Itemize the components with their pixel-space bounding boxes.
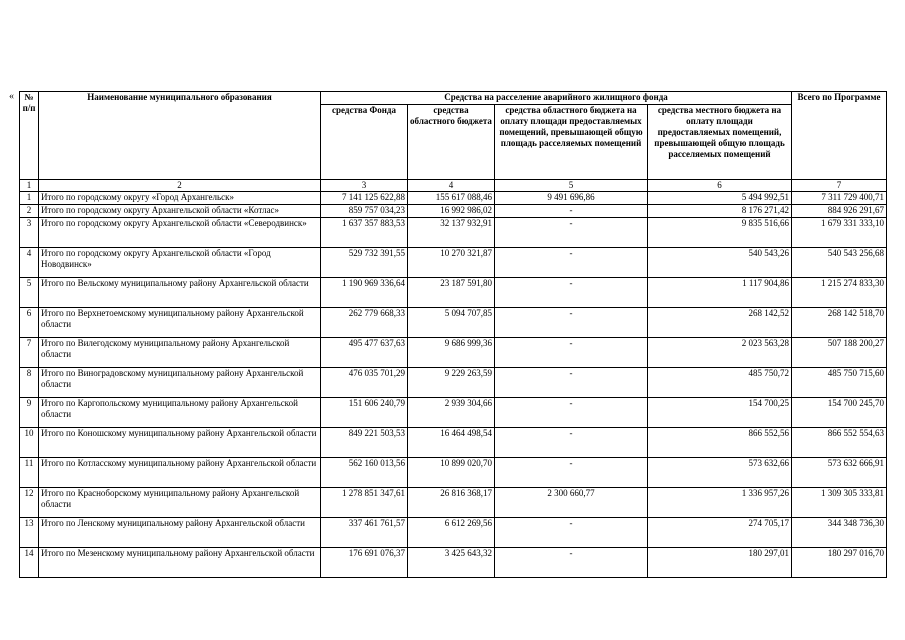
- regional-extra-amount: -: [495, 518, 648, 548]
- row-number: 14: [20, 548, 39, 578]
- table-header-row: [20, 92, 887, 105]
- table-row: [20, 548, 887, 578]
- program-total-amount: 1 679 331 333,10: [792, 218, 887, 248]
- local-budget-amount: 8 176 271,42: [648, 205, 792, 218]
- local-budget-amount: 274 705,17: [648, 518, 792, 548]
- row-number: 11: [20, 458, 39, 488]
- header-regional-budget-extra-area: средства областного бюджета на оплату площади предоставляемых помещений, превышающей общую площадь расселяемых помещений: [495, 105, 648, 180]
- regional-budget-amount: 9 686 999,36: [408, 338, 495, 368]
- row-number: 12: [20, 488, 39, 518]
- fund-amount: 1 637 357 883,53: [321, 218, 408, 248]
- regional-budget-amount: 155 617 088,46: [408, 192, 495, 205]
- fund-amount: 849 221 503,53: [321, 428, 408, 458]
- regional-budget-amount: 10 270 321,87: [408, 248, 495, 278]
- table-row: [20, 218, 887, 248]
- program-total-amount: 507 188 200,27: [792, 338, 887, 368]
- regional-extra-amount: -: [495, 218, 648, 248]
- column-number: 2: [39, 180, 321, 192]
- municipality-name: Итого по городскому округу Архангельской области «Котлас»: [39, 205, 321, 218]
- local-budget-amount: 180 297,01: [648, 548, 792, 578]
- local-budget-amount: 268 142,52: [648, 308, 792, 338]
- local-budget-amount: 5 494 992,51: [648, 192, 792, 205]
- local-budget-amount: 1 336 957,26: [648, 488, 792, 518]
- row-number: 2: [20, 205, 39, 218]
- column-number: 7: [792, 180, 887, 192]
- column-number: 1: [20, 180, 39, 192]
- row-number: 8: [20, 368, 39, 398]
- local-budget-amount: 1 117 904,86: [648, 278, 792, 308]
- municipality-name: Итого по городскому округу «Город Архангельск»: [39, 192, 321, 205]
- header-fund: средства Фонда: [321, 105, 408, 180]
- fund-amount: 529 732 391,55: [321, 248, 408, 278]
- program-total-amount: 7 311 729 400,71: [792, 192, 887, 205]
- program-total-amount: 485 750 715,60: [792, 368, 887, 398]
- table-row: [20, 428, 887, 458]
- table-row: [20, 488, 887, 518]
- municipality-name: Итого по Вельскому муниципальному району Архангельской области: [39, 278, 321, 308]
- row-number: 10: [20, 428, 39, 458]
- table-row: [20, 308, 887, 338]
- program-funding-table: [19, 91, 887, 578]
- regional-budget-amount: 6 612 269,56: [408, 518, 495, 548]
- header-funds-group: Средства на расселение аварийного жилищного фонда: [321, 92, 792, 105]
- program-total-amount: 344 348 736,30: [792, 518, 887, 548]
- regional-extra-amount: -: [495, 248, 648, 278]
- fund-amount: 562 160 013,56: [321, 458, 408, 488]
- table-body: [20, 180, 887, 578]
- regional-extra-amount: -: [495, 398, 648, 428]
- regional-budget-amount: 16 992 986,02: [408, 205, 495, 218]
- fund-amount: 151 606 240,79: [321, 398, 408, 428]
- header-municipality-name: Наименование муниципального образования: [39, 92, 321, 180]
- program-total-amount: 180 297 016,70: [792, 548, 887, 578]
- program-total-amount: 540 543 256,68: [792, 248, 887, 278]
- regional-budget-amount: 32 137 932,91: [408, 218, 495, 248]
- municipality-name: Итого по Красноборскому муниципальному району Архангельской области: [39, 488, 321, 518]
- regional-budget-amount: 3 425 643,32: [408, 548, 495, 578]
- regional-extra-amount: -: [495, 308, 648, 338]
- local-budget-amount: 866 552,56: [648, 428, 792, 458]
- regional-budget-amount: 16 464 498,54: [408, 428, 495, 458]
- row-number: 3: [20, 218, 39, 248]
- regional-extra-amount: -: [495, 428, 648, 458]
- program-total-amount: 884 926 291,67: [792, 205, 887, 218]
- local-budget-amount: 485 750,72: [648, 368, 792, 398]
- program-total-amount: 154 700 245,70: [792, 398, 887, 428]
- municipality-name: Итого по Ленскому муниципальному району Архангельской области: [39, 518, 321, 548]
- column-number: 5: [495, 180, 648, 192]
- fund-amount: 262 779 668,33: [321, 308, 408, 338]
- municipality-name: Итого по городскому округу Архангельской области «Северодвинск»: [39, 218, 321, 248]
- table-row: [20, 338, 887, 368]
- local-budget-amount: 9 835 516,66: [648, 218, 792, 248]
- municipality-name: Итого по Мезенскому муниципальному району Архангельской области: [39, 548, 321, 578]
- row-number: 5: [20, 278, 39, 308]
- column-number-row: [20, 180, 887, 192]
- fund-amount: 495 477 637,63: [321, 338, 408, 368]
- row-number: 9: [20, 398, 39, 428]
- table-row: [20, 398, 887, 428]
- municipality-name: Итого по Верхнетоемскому муниципальному району Архангельской области: [39, 308, 321, 338]
- regional-extra-amount: -: [495, 458, 648, 488]
- regional-budget-amount: 2 939 304,66: [408, 398, 495, 428]
- local-budget-amount: 154 700,25: [648, 398, 792, 428]
- municipality-name: Итого по Виноградовскому муниципальному району Архангельской области: [39, 368, 321, 398]
- program-total-amount: 573 632 666,91: [792, 458, 887, 488]
- table-row: [20, 458, 887, 488]
- local-budget-amount: 2 023 563,28: [648, 338, 792, 368]
- regional-extra-amount: -: [495, 548, 648, 578]
- program-total-amount: 1 215 274 833,30: [792, 278, 887, 308]
- local-budget-amount: 540 543,26: [648, 248, 792, 278]
- table-row: [20, 205, 887, 218]
- municipality-name: Итого по Вилегодскому муниципальному району Архангельской области: [39, 338, 321, 368]
- regional-extra-amount: -: [495, 338, 648, 368]
- table-row: [20, 248, 887, 278]
- row-number: 7: [20, 338, 39, 368]
- header-program-total: Всего по Программе: [792, 92, 887, 180]
- fund-amount: 1 190 969 336,64: [321, 278, 408, 308]
- local-budget-amount: 573 632,66: [648, 458, 792, 488]
- program-total-amount: 268 142 518,70: [792, 308, 887, 338]
- row-number: 13: [20, 518, 39, 548]
- municipality-name: Итого по Каргопольскому муниципальному району Архангельской области: [39, 398, 321, 428]
- fund-amount: 859 757 034,23: [321, 205, 408, 218]
- program-total-amount: 866 552 554,63: [792, 428, 887, 458]
- municipality-name: Итого по городскому округу Архангельской области «Город Новодвинск»: [39, 248, 321, 278]
- regional-budget-amount: 5 094 707,85: [408, 308, 495, 338]
- table-row: [20, 192, 887, 205]
- regional-extra-amount: -: [495, 205, 648, 218]
- column-number: 4: [408, 180, 495, 192]
- header-regional-budget: средства областного бюджета: [408, 105, 495, 180]
- column-number: 6: [648, 180, 792, 192]
- regional-budget-amount: 23 187 591,80: [408, 278, 495, 308]
- municipality-name: Итого по Коношскому муниципальному району Архангельской области: [39, 428, 321, 458]
- column-number: 3: [321, 180, 408, 192]
- header-number: № п/п: [20, 92, 39, 180]
- regional-budget-amount: 26 816 368,17: [408, 488, 495, 518]
- row-number: 1: [20, 192, 39, 205]
- regional-extra-amount: 2 300 660,77: [495, 488, 648, 518]
- fund-amount: 337 461 761,57: [321, 518, 408, 548]
- municipality-name: Итого по Котласскому муниципальному району Архангельской области: [39, 458, 321, 488]
- header-local-budget-extra-area: средства местного бюджета на оплату площади предоставляемых помещений, превышающей общую площадь расселяемых помещений: [648, 105, 792, 180]
- regional-budget-amount: 9 229 263,59: [408, 368, 495, 398]
- opening-quote-mark: «: [9, 91, 14, 102]
- fund-amount: 7 141 125 622,88: [321, 192, 408, 205]
- row-number: 4: [20, 248, 39, 278]
- program-total-amount: 1 309 305 333,81: [792, 488, 887, 518]
- fund-amount: 176 691 076,37: [321, 548, 408, 578]
- table-row: [20, 518, 887, 548]
- regional-extra-amount: 9 491 696,86: [495, 192, 648, 205]
- regional-budget-amount: 10 899 020,70: [408, 458, 495, 488]
- row-number: 6: [20, 308, 39, 338]
- fund-amount: 476 035 701,29: [321, 368, 408, 398]
- regional-extra-amount: -: [495, 278, 648, 308]
- regional-extra-amount: -: [495, 368, 648, 398]
- table-row: [20, 278, 887, 308]
- table-row: [20, 368, 887, 398]
- fund-amount: 1 278 851 347,61: [321, 488, 408, 518]
